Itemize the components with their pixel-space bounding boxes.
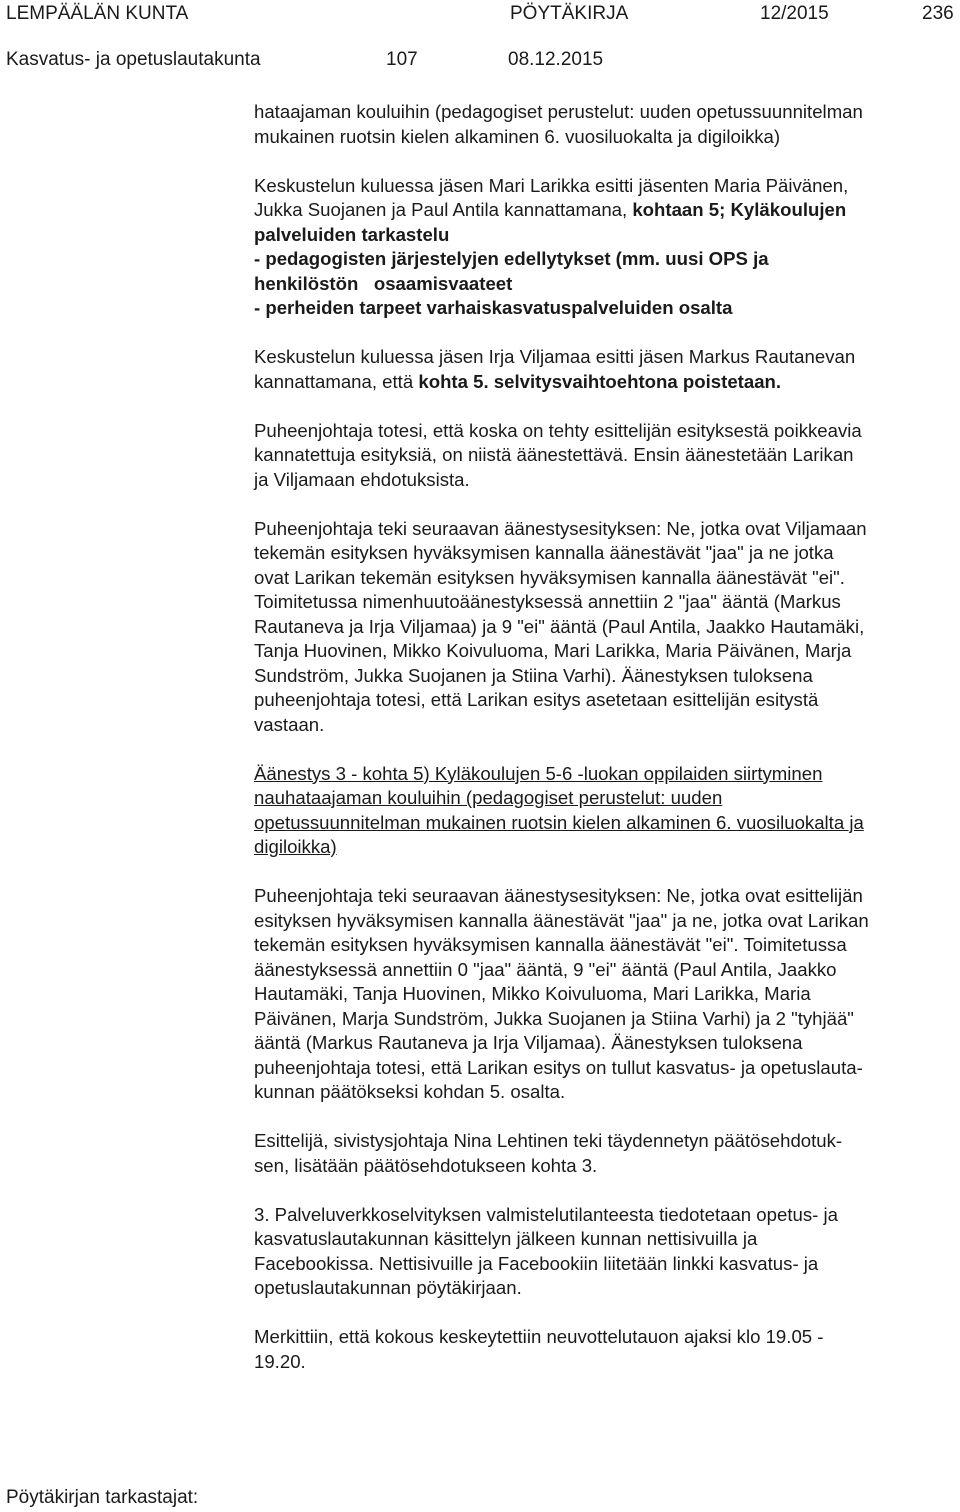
minutes-checkers-label: Pöytäkirjan tarkastajat: (6, 1487, 199, 1508)
paragraph-break-note (254, 1325, 959, 1374)
text-line: Keskustelun kuluessa jäsen Mari Larikka esitti jäsenten Maria Päivänen, (254, 174, 849, 196)
text-line: kannatettuja esityksiä, on niistä äänestettävä. Ensin äänestetään Larikan (254, 444, 854, 465)
section-number: 107 (386, 49, 418, 70)
document-type: PÖYTÄKIRJA (510, 3, 629, 24)
text-line: mukainen ruotsin kielen alkaminen 6. vuosiluokalta ja digiloikka) (254, 125, 781, 147)
text-line: 3. Palveluverkkoselvityksen valmistelutilanteesta tiedotetaan opetus- ja (254, 1203, 838, 1225)
paragraph-item-3 (254, 1203, 959, 1301)
text-line: Puheenjohtaja teki seuraavan äänestysesityksen: Ne, jotka ovat esittelijän (254, 885, 863, 906)
text-line: Puheenjohtaja totesi, että koska on tehty esittelijän esityksestä poikkeavia (254, 419, 862, 441)
text-line: sen, lisätään päätösehdotukseen kohta 3. (254, 1154, 598, 1176)
underlined-text: digiloikka) (254, 836, 337, 857)
text-line: kasvatuslautakunnan käsittelyn jälkeen kunnan nettisivuilla ja (254, 1228, 758, 1249)
paragraph-vote-2 (254, 517, 959, 738)
vote-3-heading (254, 762, 959, 860)
text-line: opetuslautakunnan pöytäkirjaan. (254, 1277, 522, 1298)
bold-line: palveluiden tarkastelu (254, 223, 450, 245)
text-line: ovat Larikan tekemän esityksen hyväksymisen kannalla äänestävät "ei". (254, 566, 845, 588)
text-line: Puheenjohtaja teki seuraavan äänestysesityksen: Ne, jotka ovat Viljamaan (254, 517, 867, 539)
text-line: esityksen hyväksymisen kannalla äänestävät "jaa" ja ne, jotka ovat Larikan (254, 909, 869, 931)
text-line (254, 370, 959, 395)
paragraph-presenter (254, 1129, 959, 1178)
bold-text: kohtaan 5; Kyläkoulujen (632, 199, 847, 220)
underlined-line (254, 835, 959, 860)
text-segment: Jukka Suojanen ja Paul Antila kannattamana, (254, 199, 628, 220)
text-line: puheenjohtaja totesi, että Larikan esitys asetetaan esittelijän esitystä (254, 689, 819, 710)
bold-text: kohta 5. selvitysvaihtoehtona poistetaan. (418, 370, 782, 392)
text-line: Keskustelun kuluessa jäsen Irja Viljamaa esitti jäsen Markus Rautanevan (254, 346, 856, 367)
committee-name: Kasvatus- ja opetuslautakunta (6, 49, 261, 70)
underlined-line: nauhataajaman kouluihin (pedagogiset perustelut: uuden (254, 787, 723, 808)
text-line: Rautaneva ja Irja Viljamaa) ja 9 "ei" ääntä (Paul Antila, Jaakko Hautamäki, (254, 615, 865, 637)
paragraph-viljamaa-proposal (254, 345, 959, 394)
text-line: ääntä (Markus Rautaneva ja Irja Viljamaa). Äänestyksen tuloksena (254, 1032, 803, 1053)
text-line: 19.20. (254, 1350, 306, 1372)
text-line: puheenjohtaja totesi, että Larikan esitys on tullut kasvatus- ja opetuslauta- (254, 1056, 863, 1078)
text-line: Facebookissa. Nettisivuille ja Facebookiin liitetään linkki kasvatus- ja (254, 1252, 819, 1274)
paragraph-chair-statement (254, 419, 959, 493)
text-line: Päivänen, Marja Sundström, Jukka Suojanen ja Stiina Varhi) ja 2 "tyhjää" (254, 1007, 854, 1029)
text-line: Toimitetussa nimenhuutoäänestyksessä annettiin 2 "jaa" ääntä (Markus (254, 591, 841, 612)
text-line: Hautamäki, Tanja Huovinen, Mikko Koivuluoma, Mari Larikka, Maria (254, 983, 811, 1004)
text-line: Merkittiin, että kokous keskeytettiin neuvottelutauon ajaksi klo 19.05 - (254, 1326, 824, 1347)
municipality-name: LEMPÄÄLÄN KUNTA (6, 3, 189, 24)
bold-line: - pedagogisten järjestelyjen edellytykset (mm. uusi OPS ja (254, 248, 769, 269)
page-number: 236 (922, 3, 954, 24)
meeting-date: 08.12.2015 (508, 49, 604, 70)
text-line: kunnan päätökseksi kohdan 5. osalta. (254, 1081, 566, 1102)
text-line: äänestyksessä annettiin 0 "jaa" ääntä, 9 "ei" ääntä (Paul Antila, Jaakko (254, 958, 837, 980)
text-line: Sundström, Jukka Suojanen ja Stiina Varhi). Äänestyksen tuloksena (254, 664, 813, 686)
text-line (254, 198, 959, 223)
paragraph-intro (254, 100, 959, 149)
text-segment: kannattamana, että (254, 370, 414, 392)
text-line: tekemän esityksen hyväksymisen kannalla äänestävät "ei". Toimitetussa (254, 934, 847, 955)
underlined-line: Äänestys 3 - kohta 5) Kyläkoulujen 5-6 -luokan oppilaiden siirtyminen (254, 762, 823, 784)
text-line: ja Viljamaan ehdotuksista. (254, 468, 470, 490)
text-line: hataajaman kouluihin (pedagogiset perustelut: uuden opetussuunnitelman (254, 101, 863, 122)
document-number: 12/2015 (760, 3, 829, 24)
text-line: Esittelijä, sivistysjohtaja Nina Lehtinen teki täydennetyn päätösehdotuk- (254, 1130, 843, 1151)
text-line: vastaan. (254, 713, 325, 735)
minutes-body (254, 100, 959, 1399)
underlined-line: opetussuunnitelman mukainen ruotsin kielen alkaminen 6. vuosiluokalta ja (254, 811, 864, 833)
paragraph-vote-3 (254, 884, 959, 1105)
bold-line: henkilöstön osaamisvaateet (254, 272, 513, 294)
paragraph-larikka-proposal (254, 174, 959, 321)
bold-line: - perheiden tarpeet varhaiskasvatuspalveluiden osalta (254, 297, 733, 318)
text-line: Tanja Huovinen, Mikko Koivuluoma, Mari Larikka, Maria Päivänen, Marja (254, 640, 852, 661)
text-line: tekemän esityksen hyväksymisen kannalla äänestävät "jaa" ja ne jotka (254, 542, 834, 563)
